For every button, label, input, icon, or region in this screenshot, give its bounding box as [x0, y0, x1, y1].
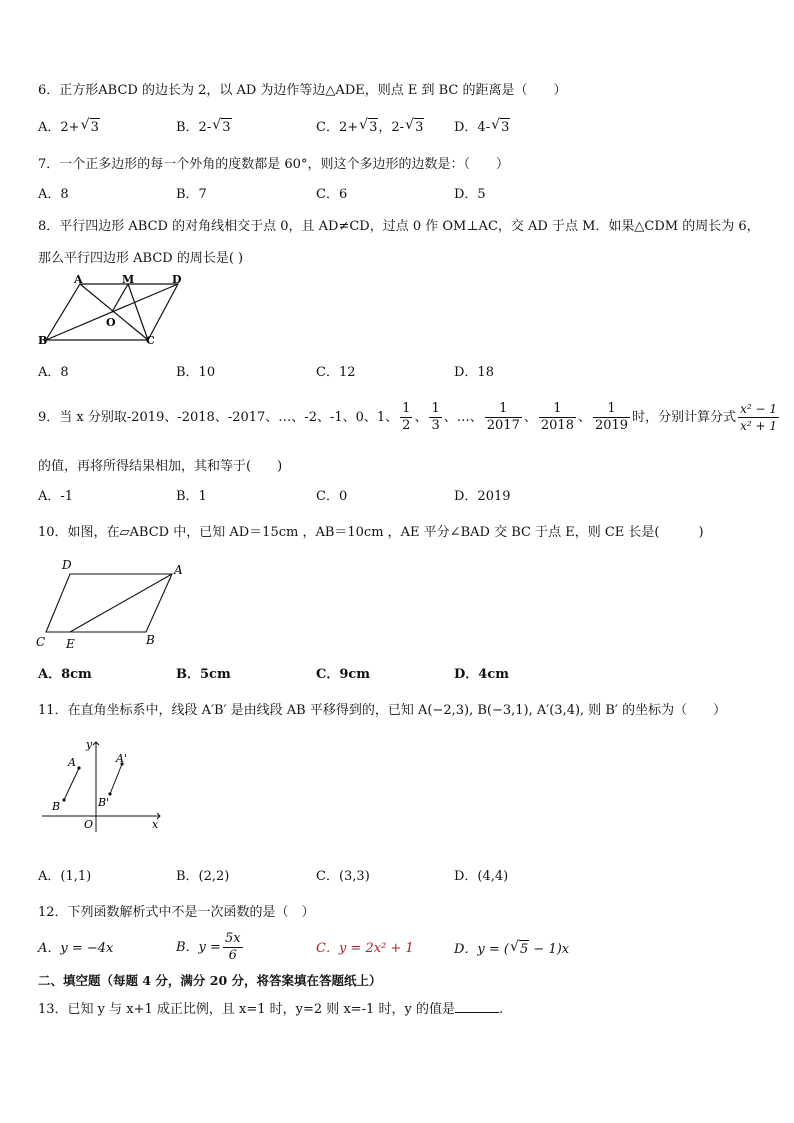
q10-label-e: E: [66, 637, 75, 651]
q8-label-o: O: [106, 316, 116, 329]
q10-label-b: B: [146, 633, 155, 647]
q8-option-d: D．18: [454, 365, 494, 380]
q12-option-b-fraction: $\frac{5x}{6}$: [224, 931, 241, 963]
section-fill-in-heading: 二、填空题（每题 4 分，满分 20 分，将答案填在答题纸上）: [38, 973, 382, 988]
q9-fraction-1-3: $\frac{1}{3}$: [431, 401, 440, 433]
q8-parallelogram-figure: [38, 274, 188, 348]
q9-option-c: C．0: [316, 489, 348, 504]
q10-label-d: D: [62, 558, 72, 572]
q7-option-d: D．5: [454, 187, 486, 202]
q8-option-b: B．10: [176, 365, 216, 380]
q8-stem-line2: 那么平行四边形 ABCD 的周长是( ): [38, 251, 244, 266]
q11-option-d: D．(4,4): [454, 869, 509, 884]
q9-option-d: D．2019: [454, 489, 511, 504]
q9-fraction-1-2017: $\frac{1}{2017}$: [486, 401, 520, 433]
q13-answer-blank: [455, 1000, 499, 1013]
q11-axis-x-label: x: [152, 818, 159, 831]
q8-option-c: C．12: [316, 365, 356, 380]
q11-axis-y-label: y: [86, 738, 93, 751]
q11-point-a-prime-label: A': [116, 752, 127, 765]
q11-point-b-label: B: [52, 800, 61, 813]
q11-option-b: B．(2,2): [176, 869, 230, 884]
q11-origin-label: O: [84, 818, 94, 831]
q7-option-b: B．7: [176, 187, 207, 202]
q12-option-c: C．y = 2x² + 1: [316, 941, 414, 956]
q10-option-d: D．4cm: [454, 667, 509, 682]
q6-option-b: B．2-√ 3: [176, 118, 232, 137]
q6-option-a: A．2+√ 3: [38, 118, 100, 137]
q9-fraction-1-2019: $\frac{1}{2019}$: [594, 401, 629, 433]
q11-point-b-prime-label: B': [98, 796, 110, 809]
q12-stem: 12．下列函数解析式中不是一次函数的是（ ）: [38, 905, 315, 920]
q8-label-m: M: [122, 273, 135, 286]
q8-label-c: C: [146, 334, 155, 347]
q8-stem-line1: 8．平行四边形 ABCD 的对角线相交于点 0，且 AD≠CD，过点 0 作 OM⊥AC，交 AD 于点 M．如果△CDM 的周长为 6，: [38, 219, 760, 234]
q11-point-a-label: A: [68, 756, 76, 769]
q10-option-a: A．8cm: [38, 667, 92, 682]
q12-option-b: B．y = $\frac{5x}{6}$: [176, 931, 241, 963]
q8-label-d: D: [172, 273, 182, 286]
q11-stem: 11．在直角坐标系中，线段 A′B′ 是由线段 AB 平移得到的，已知 A(−2,3), B(−3,1), A′(3,4), 则 B′ 的坐标为（ ）: [38, 703, 727, 718]
q9-option-a: A．-1: [38, 489, 74, 504]
q10-stem: 10．如图，在▱ABCD 中，已知 AD＝15cm ，AB＝10cm ，AE 平分∠BAD 交 BC 于点 E，则 CE 长是( ): [38, 525, 704, 540]
q10-parallelogram-figure: [34, 556, 194, 652]
q10-option-b: B．5cm: [176, 667, 231, 682]
q10-label-c: C: [36, 635, 46, 649]
q8-label-b: B: [38, 334, 48, 347]
q9-stem-line2: 的值，再将所得结果相加，其和等于( ): [38, 459, 283, 474]
q8-label-a: A: [74, 273, 83, 286]
q9-stem-line1: 9．当 x 分别取-2019、-2018、-2017、…、-2、-1、0、1、 $\frac{1}{2}$ 、 $\frac{1}{3}$ 、…、 $\frac{1}{2017}$ 、 $\frac{1}{2018}$ 、 $\frac{1}{2019}$ 时，分别计算分式 $\frac{\text{x² − 1}}{\text{x² + 1}}$: [38, 401, 777, 433]
q11-option-a: A．(1,1): [38, 869, 92, 884]
q9-fraction-1-2018: $\frac{1}{2018}$: [540, 401, 574, 433]
q6-option-c: C．2+√ 3，2-√ 3: [316, 118, 424, 137]
q7-option-c: C．6: [316, 187, 348, 202]
q10-label-a: A: [174, 563, 183, 577]
q11-option-c: C．(3,3): [316, 869, 370, 884]
q10-option-c: C．9cm: [316, 667, 371, 682]
q7-option-a: A．8: [38, 187, 69, 202]
q6-stem: 6．正方形ABCD 的边长为 2，以 AD 为边作等边△ADE，则点 E 到 BC 的距离是（ ）: [38, 83, 567, 98]
q11-coordinate-figure: [38, 736, 168, 836]
q9-option-b: B．1: [176, 489, 207, 504]
q9-expression: $\frac{\text{x² − 1}}{\text{x² + 1}}$: [740, 402, 777, 433]
q13-stem: 13．已知 y 与 x+1 成正比例，且 x=1 时，y=2 则 x=-1 时，y 的值是 .: [38, 1002, 504, 1017]
q12-option-d: D．y = (√ 5 − 1)x: [454, 940, 569, 959]
q7-stem: 7．一个正多边形的每一个外角的度数都是 60°，则这个多边形的边数是：（ ）: [38, 157, 509, 172]
q6-option-d: D．4-√ 3: [454, 118, 510, 137]
q8-option-a: A．8: [38, 365, 69, 380]
q12-option-a: A．y = −4x: [38, 941, 114, 956]
q9-fraction-1-2: $\frac{1}{2}$: [402, 401, 411, 433]
